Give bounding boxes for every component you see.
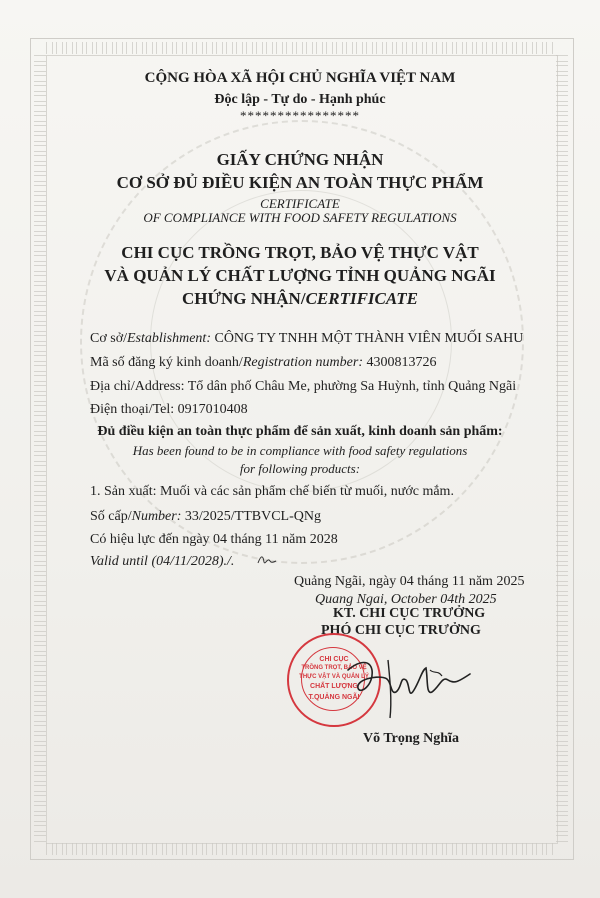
initials-mark (256, 553, 278, 567)
validity-vi: Có hiệu lực đến ngày 04 tháng 11 năm 2028 (90, 532, 338, 547)
number-label-vi: Số cấp/ (90, 509, 132, 524)
handwritten-signature (330, 640, 490, 720)
phone-row: Điện thoại/Tel: 0917010408 (90, 402, 248, 417)
registration-label-vi: Mã số đăng ký kinh doanh/ (90, 355, 243, 370)
validity-en: Valid until (04/11/2028)./. (90, 554, 235, 569)
certificate-subtitle-en: OF COMPLIANCE WITH FOOD SAFETY REGULATIONS (143, 210, 457, 225)
product-line: 1. Sản xuất: Muối và các sản phẩm chế biến từ muối, nước mắm. (90, 484, 454, 499)
signatory-role2: PHÓ CHI CỤC TRƯỞNG (321, 623, 481, 638)
seal-text-line3: THỰC VẬT VÀ QUẢN LÝ (299, 674, 369, 680)
certify-heading (0, 289, 600, 309)
seal-text-line4: CHẤT LƯỢNG (310, 683, 358, 690)
number-value: 33/2025/TTBVCL-QNg (181, 509, 321, 524)
seal-text-line2: TRỒNG TRỌT, BẢO VỆ (301, 665, 367, 671)
number-row (90, 509, 321, 525)
registration-row (90, 355, 436, 371)
national-motto: Độc lập - Tự do - Hạnh phúc (214, 92, 386, 107)
certify-vi: CHỨNG NHẬN/ (182, 289, 306, 308)
greek-key-top (46, 42, 556, 54)
compliance-en-line1: Has been found to be in compliance with food safety regulations (132, 443, 468, 458)
establishment-row (90, 331, 523, 347)
registration-label-en: Registration number: (242, 355, 363, 370)
seal-text-line5: T.QUẢNG NGÃI (308, 694, 360, 701)
registration-value: 4300813726 (362, 355, 437, 370)
certificate-title-en: CERTIFICATE (260, 196, 340, 211)
seal-text-line1: CHI CỤC (319, 656, 349, 663)
separator-stars: **************** (240, 108, 360, 123)
signatory-role1: KT. CHI CỤC TRƯỞNG (333, 606, 486, 621)
place-date-en: Quang Ngai, October 04th 2025 (315, 592, 497, 607)
certificate-subtitle: CƠ SỞ ĐỦ ĐIỀU KIỆN AN TOÀN THỰC PHẨM (116, 173, 484, 192)
establishment-label-vi: Cơ sở/ (90, 331, 127, 346)
establishment-label-en: Establishment: (126, 331, 211, 346)
compliance-en-line2: for following products: (239, 461, 361, 476)
address-row: Địa chỉ/Address: Tổ dân phố Châu Me, phường Sa Huỳnh, tỉnh Quảng Ngãi (90, 379, 517, 394)
issuer-line2: VÀ QUẢN LÝ CHẤT LƯỢNG TỈNH QUẢNG NGÃI (104, 266, 496, 285)
certificate-title: GIẤY CHỨNG NHẬN (216, 150, 384, 169)
establishment-value: CÔNG TY TNHH MỘT THÀNH VIÊN MUỐI SAHU (210, 331, 524, 346)
compliance-vi: Đủ điều kiện an toàn thực phẩm để sản xuất, kinh doanh sản phẩm: (97, 424, 503, 439)
certify-en: CERTIFICATE (305, 289, 418, 308)
issuer-line1: CHI CỤC TRỒNG TRỌT, BẢO VỆ THỰC VẬT (121, 243, 479, 262)
place-date-vi: Quảng Ngãi, ngày 04 tháng 11 năm 2025 (294, 574, 525, 589)
number-label-en: Number: (131, 509, 182, 524)
signatory-name: Võ Trọng Nghĩa (363, 731, 459, 746)
greek-key-bottom (46, 843, 556, 855)
republic-heading: CỘNG HÒA XÃ HỘI CHỦ NGHĨA VIỆT NAM (144, 70, 456, 86)
